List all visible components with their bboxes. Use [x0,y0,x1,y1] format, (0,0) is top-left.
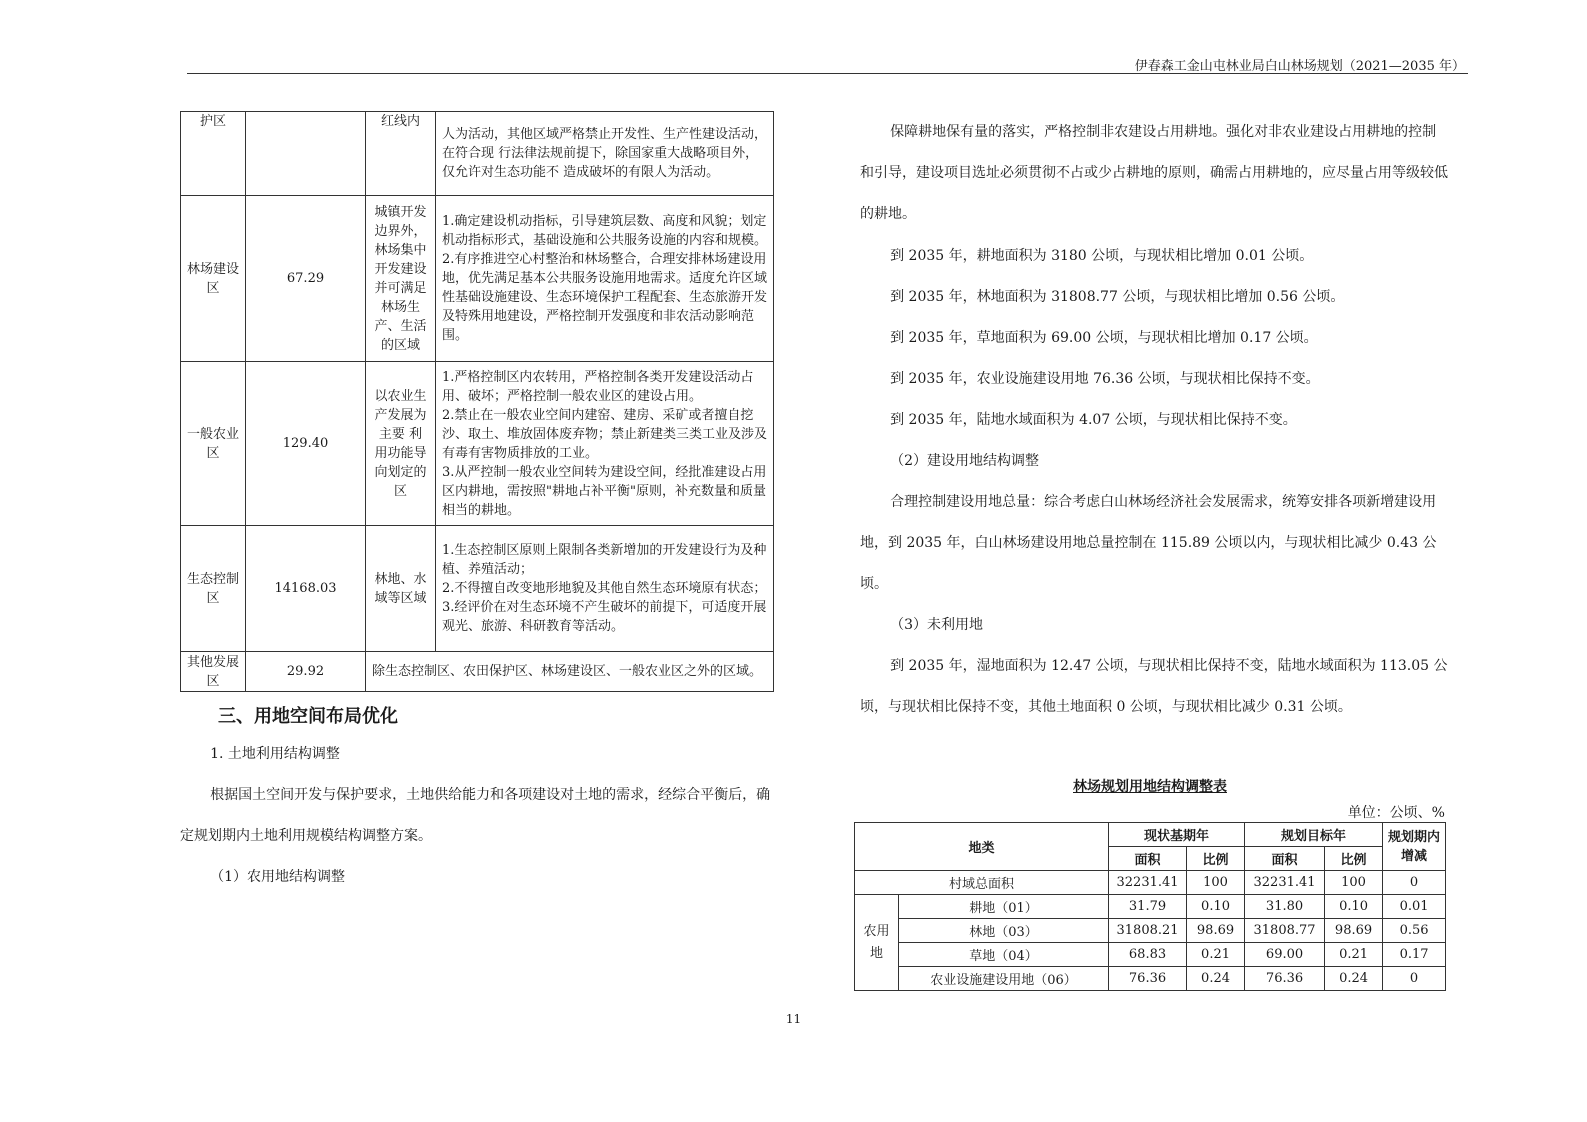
cell: 0.10 [1325,895,1383,919]
table-row [181,112,774,196]
row-label: 村域总面积 [855,871,1109,895]
subheading: 1. 土地利用结构调整 [210,746,340,762]
cell: 68.83 [1109,943,1187,967]
rule-item: 3.经评价在对生态环境不产生破坏的前提下，可适度开展观光、旅游、科研教育等活动。 [442,600,767,634]
header-category: 地类 [855,823,1109,871]
zone-name: 林场建设区 [181,196,246,362]
zone-scope: 城镇开发边界外，林场集中开发建设并可满足林场生产、生活的区域 [366,196,436,362]
cell: 31808.21 [1109,919,1187,943]
paragraph: 到 2035 年，草地面积为 69.00 公顷，与现状相比增加 0.17 公顷。 [890,330,1318,346]
zone-name: 其他发展区 [181,652,246,692]
rule-item: 1.确定建设机动指标，引导建筑层数、高度和风貌；划定机动指标形式，基础设施和公共服务设施的内容和规模。 [442,214,768,248]
cell: 0.24 [1187,967,1245,991]
row-label: 林地（03） [899,919,1109,943]
cell: 0.56 [1383,919,1446,943]
zone-area: 67.29 [246,196,366,362]
zone-rules: 人为活动，其他区域严格禁止开发性、生产性建设活动，在符合现 行法律法规前提下，除国家重大战略项目外，仅允许对生态功能不 造成破坏的有限人为活动。 [436,112,774,196]
rule-item: 1.生态控制区原则上限制各类新增加的开发建设行为及种植、养殖活动； [442,543,767,577]
zone-scope: 红线内 [366,112,436,196]
cell: 0.21 [1325,943,1383,967]
table-row [855,871,1446,895]
running-header: 伊春森工金山屯林业局白山林场规划（2021—2035 年） [1134,59,1465,74]
cell: 31808.77 [1245,919,1325,943]
row-label: 草地（04） [899,943,1109,967]
cell: 0.10 [1187,895,1245,919]
paragraph: 到 2035 年，湿地面积为 12.47 公顷，与现状相比保持不变，陆地水域面积为 113.05 公顷，与现状相比保持不变，其他土地面积 0 公顷，与现状相比减少 0.31 公顷。 [860,658,1448,715]
zoning-table [180,111,774,692]
table-unit: 单位：公顷、% [1347,805,1445,821]
rule-item: 3.从严控制一般农业空间转为建设空间，经批准建设占用区内耕地，需按照"耕地占补平衡"原则，补充数量和质量相当的耕地。 [442,464,767,518]
cell: 100 [1325,871,1383,895]
table-row [855,943,1446,967]
header-ratio: 比例 [1325,847,1383,871]
table-row [181,196,774,362]
header-target: 规划目标年 [1245,823,1383,847]
cell: 76.36 [1245,967,1325,991]
cell: 98.69 [1187,919,1245,943]
paragraph: 到 2035 年，农业设施建设用地 76.36 公顷，与现状相比保持不变。 [890,371,1320,387]
cell: 98.69 [1325,919,1383,943]
table-row [181,652,774,692]
header-area: 面积 [1109,847,1187,871]
zone-scope: 以农业生产发展为主要 利用功能导向划定的区 [366,362,436,526]
table-row [181,362,774,526]
header-current: 现状基期年 [1109,823,1245,847]
cell: 0.24 [1325,967,1383,991]
cell: 32231.41 [1245,871,1325,895]
table-row [855,919,1446,943]
header-ratio: 比例 [1187,847,1245,871]
land-structure-table [854,822,1446,991]
row-label: 耕地（01） [899,895,1109,919]
cell: 0 [1383,967,1446,991]
zone-area: 129.40 [246,362,366,526]
cell: 0 [1383,871,1446,895]
cell: 0.01 [1383,895,1446,919]
paragraph: 到 2035 年，陆地水域面积为 4.07 公顷，与现状相比保持不变。 [890,412,1297,428]
row-label: 农业设施建设用地（06） [899,967,1109,991]
paragraph: 到 2035 年，耕地面积为 3180 公顷，与现状相比增加 0.01 公顷。 [890,248,1314,264]
zone-name: 护区 [181,112,246,196]
zone-name: 生态控制区 [181,526,246,652]
page-number: 11 [785,1012,802,1026]
zone-rules [436,196,774,362]
section-heading: 三、用地空间布局优化 [218,706,398,727]
cell: 32231.41 [1109,871,1187,895]
paragraph: 到 2035 年，林地面积为 31808.77 公顷，与现状相比增加 0.56 公顷。 [890,289,1345,305]
group-label: 农用地 [855,895,899,991]
cell: 100 [1187,871,1245,895]
paragraph: 根据国土空间开发与保护要求，土地供给能力和各项建设对土地的需求，经综合平衡后，确定规划期内土地利用规模结构调整方案。 [180,787,771,844]
zone-rules [436,526,774,652]
zone-rules: 除生态控制区、农田保护区、林场建设区、一般农业区之外的区域。 [366,652,774,692]
rule-item: 1.严格控制区内农转用，严格控制各类开发建设活动占用、破坏；严格控制一般农业区的建设占用。 [442,369,754,404]
table-row [855,895,1446,919]
table-header-row [855,823,1446,847]
rule-item: 2.禁止在一般农业空间内建窑、建房、采矿或者擅自挖沙、取土、堆放固体废弃物；禁止新建类三类工业及涉及有毒有害物质排放的工业。 [442,407,768,461]
paragraph: 合理控制建设用地总量：综合考虑白山林场经济社会发展需求，统筹安排各项新增建设用地，到 2035 年，白山林场建设用地总量控制在 115.89 公顷以内，与现状相比减少 0.43 公顷。 [860,494,1437,592]
zone-area [246,112,366,196]
subheading: （1）农用地结构调整 [210,869,346,885]
table-row [181,526,774,652]
cell: 31.80 [1245,895,1325,919]
cell: 76.36 [1109,967,1187,991]
table-row [855,967,1446,991]
cell: 0.21 [1187,943,1245,967]
table-title: 林场规划用地结构调整表 [1073,779,1227,795]
cell: 0.17 [1383,943,1446,967]
header-rule [187,73,1468,74]
paragraph: 保障耕地保有量的落实，严格控制非农建设占用耕地。强化对非农业建设占用耕地的控制和引导，建设项目选址必须贯彻不占或少占耕地的原则，确需占用耕地的，应尽量占用等级较低的耕地。 [860,124,1448,222]
zone-area: 14168.03 [246,526,366,652]
rule-item: 2.不得擅自改变地形地貌及其他自然生态环境原有状态； [442,581,767,596]
zone-area: 29.92 [246,652,366,692]
zone-rules [436,362,774,526]
header-area: 面积 [1245,847,1325,871]
header-change: 规划期内增减 [1383,823,1446,871]
subheading: （2）建设用地结构调整 [890,453,1040,469]
cell: 69.00 [1245,943,1325,967]
subheading: （3）未利用地 [890,617,984,633]
zone-scope: 林地、水域等区域 [366,526,436,652]
cell: 31.79 [1109,895,1187,919]
rule-item: 2.有序推进空心村整治和林场整合，合理安排林场建设用地，优先满足基本公共服务设施用地需求。适度允许区域性基础设施建设、生态环境保护工程配套、生态旅游开发及特殊用地建设，严格控制开发强度和非农活动影响范围。 [442,252,768,343]
zone-name: 一般农业区 [181,362,246,526]
